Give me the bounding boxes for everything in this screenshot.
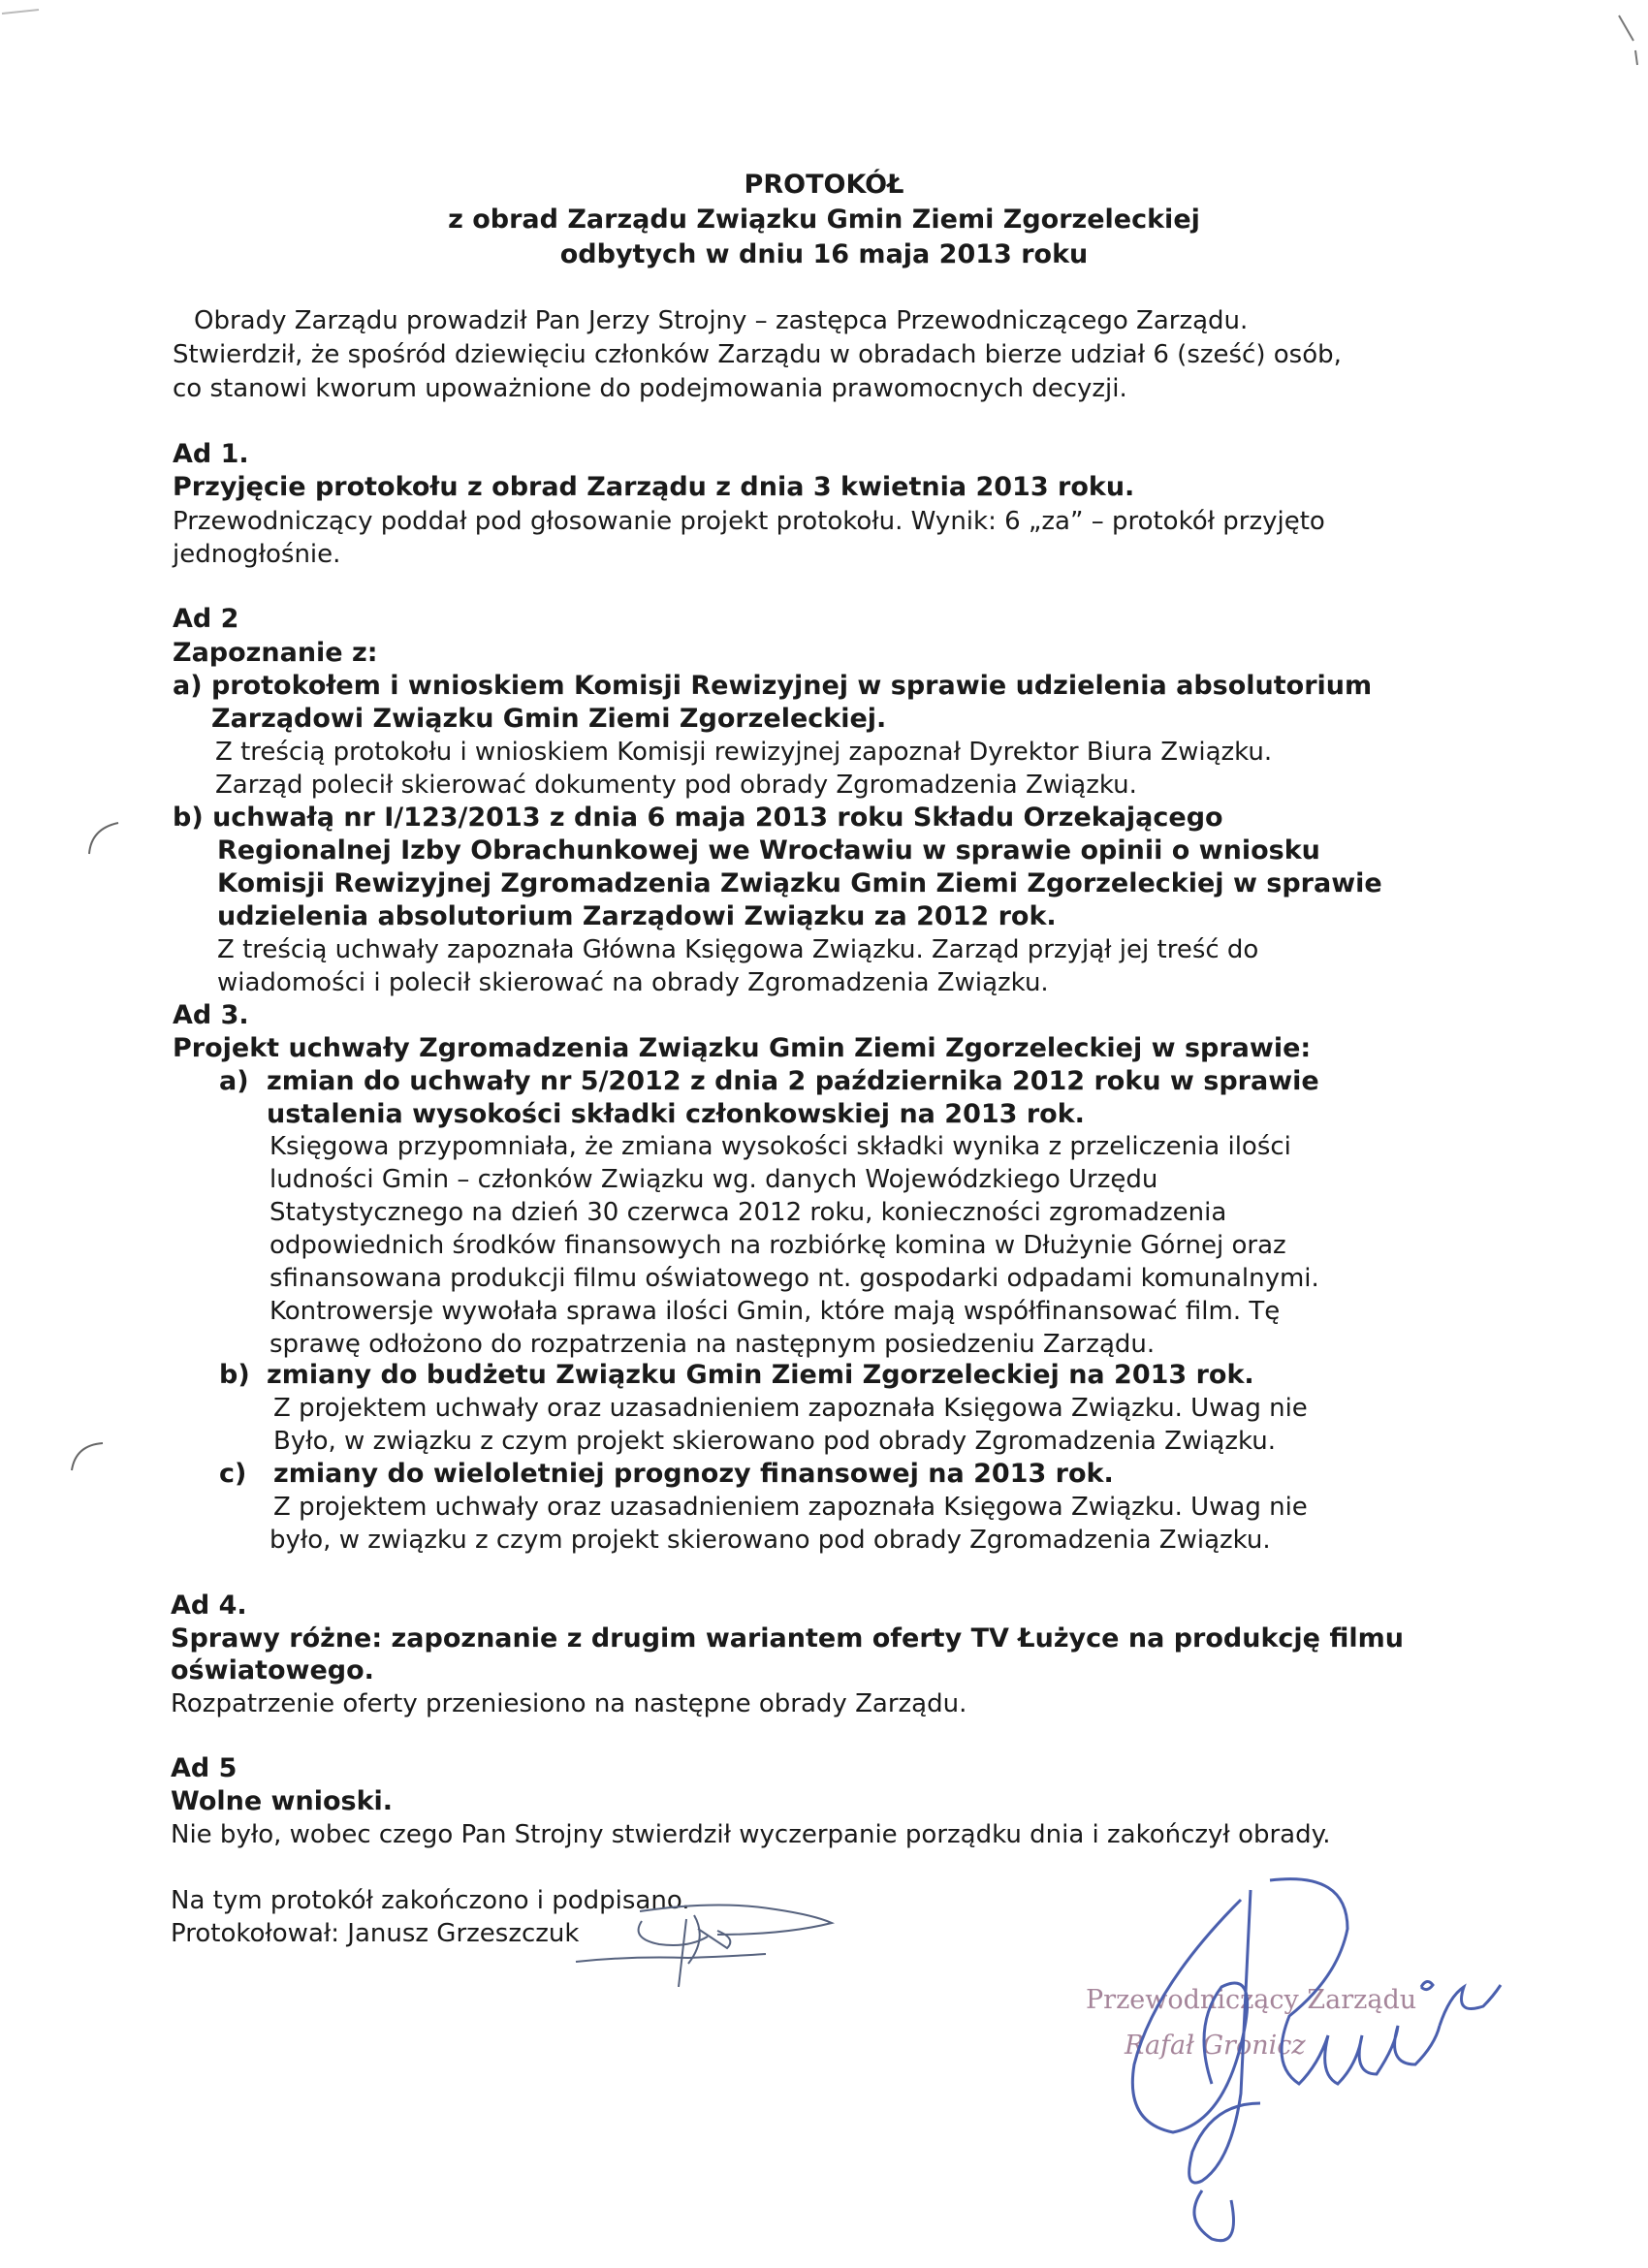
recorder-signature bbox=[572, 1880, 843, 1987]
chairman-stamp-title: Przewodniczący Zarządu bbox=[1086, 1985, 1417, 2015]
ad3-item-b-title: zmiany do budżetu Związku Gmin Ziemi Zgorzeleckiej na 2013 rok. bbox=[267, 1360, 1254, 1390]
ad2-item-a-text: Z treścią protokołu i wnioskiem Komisji rewizyjnej zapoznał Dyrektor Biura Związku. bbox=[215, 738, 1273, 767]
ad2-item-a-text: Zarząd polecił skierować dokumenty pod obrady Zgromadzenia Związku. bbox=[215, 771, 1137, 800]
ad2-heading: Ad 2 bbox=[173, 604, 239, 634]
ad3-item-a-text: Kontrowersje wywołała sprawa ilości Gmin, które mają współfinansować film. Tę bbox=[269, 1297, 1281, 1326]
ad5-heading: Ad 5 bbox=[171, 1753, 238, 1783]
closing-line: Na tym protokół zakończono i podpisano. bbox=[171, 1886, 690, 1915]
ad3-item-a-text: odpowiednich środków finansowych na rozbiórkę komina w Dłużynie Górnej oraz bbox=[269, 1231, 1286, 1260]
ad3-item-b-text: Z projektem uchwały oraz uzasadnieniem zapoznała Księgowa Związku. Uwag nie bbox=[273, 1394, 1308, 1423]
ad3-item-a-text: Księgowa przypomniała, że zmiana wysokości składki wynika z przeliczenia ilości bbox=[269, 1132, 1291, 1161]
ad3-item-a-text: sfinansowana produkcji filmu oświatowego nt. gospodarki odpadami komunalnymi. bbox=[269, 1264, 1319, 1293]
ad2-item-b-title: Regionalnej Izby Obrachunkowej we Wrocławiu w sprawie opinii o wniosku bbox=[217, 835, 1320, 866]
ad3-item-b-marker: b) bbox=[219, 1360, 250, 1390]
ad5-text: Nie było, wobec czego Pan Strojny stwierdził wyczerpanie porządku dnia i zakończył obrady. bbox=[171, 1820, 1331, 1849]
ad2-item-b-title: b) uchwałą nr I/123/2013 z dnia 6 maja 2013 roku Składu Orzekającego bbox=[173, 803, 1223, 833]
punch-hole-mark-bottom bbox=[68, 1437, 107, 1476]
ad2-item-a-title: a) protokołem i wnioskiem Komisji Rewizyjnej w sprawie udzielenia absolutorium bbox=[173, 671, 1373, 701]
ad5-title: Wolne wnioski. bbox=[171, 1786, 394, 1816]
ad3-item-a-marker: a) bbox=[219, 1066, 249, 1096]
document-subtitle: z obrad Zarządu Związku Gmin Ziemi Zgorzeleckiej bbox=[448, 205, 1200, 235]
punch-hole-mark-top bbox=[85, 819, 124, 858]
ad3-item-a-text: ludności Gmin – członków Związku wg. danych Wojewódzkiego Urzędu bbox=[269, 1165, 1158, 1194]
ad3-item-a-text: sprawę odłożono do rozpatrzenia na następnym posiedzeniu Zarządu. bbox=[269, 1330, 1156, 1359]
ad3-item-b-text: Było, w związku z czym projekt skierowano pod obrady Zgromadzenia Związku. bbox=[273, 1427, 1276, 1456]
ad3-item-a-title: zmian do uchwały nr 5/2012 z dnia 2 października 2012 roku w sprawie bbox=[267, 1066, 1319, 1096]
recorder-line: Protokołował: Janusz Grzeszczuk bbox=[171, 1919, 580, 1948]
ad2-item-b-text: wiadomości i polecił skierować na obrady Zgromadzenia Związku. bbox=[217, 968, 1049, 997]
ad3-item-c-title: zmiany do wieloletniej prognozy finansowej na 2013 rok. bbox=[273, 1459, 1114, 1489]
ad4-title: oświatowego. bbox=[171, 1655, 374, 1685]
ad1-text: jednogłośnie. bbox=[173, 540, 341, 569]
ad3-title: Projekt uchwały Zgromadzenia Związku Gmin Ziemi Zgorzeleckiej w sprawie: bbox=[173, 1033, 1312, 1063]
ad3-item-c-marker: c) bbox=[219, 1459, 247, 1489]
scan-edge-mark bbox=[1614, 12, 1643, 70]
ad2-item-a-title: Zarządowi Związku Gmin Ziemi Zgorzeleckiej. bbox=[211, 704, 887, 734]
ad2-item-b-title: Komisji Rewizyjnej Zgromadzenia Związku Gmin Ziemi Zgorzeleckiej w sprawie bbox=[217, 868, 1382, 898]
ad4-heading: Ad 4. bbox=[171, 1591, 247, 1621]
ad3-item-c-text: Z projektem uchwały oraz uzasadnieniem zapoznała Księgowa Związku. Uwag nie bbox=[273, 1493, 1308, 1522]
ad3-item-a-text: Statystycznego na dzień 30 czerwca 2012 roku, konieczności zgromadzenia bbox=[269, 1198, 1227, 1227]
intro-line: Obrady Zarządu prowadził Pan Jerzy Strojny – zastępca Przewodniczącego Zarządu. bbox=[194, 306, 1249, 335]
intro-line: co stanowi kworum upoważnione do podejmowania prawomocnych decyzji. bbox=[173, 374, 1127, 403]
ad3-item-c-text: było, w związku z czym projekt skierowano pod obrady Zgromadzenia Związku. bbox=[269, 1526, 1271, 1555]
ad1-heading: Ad 1. bbox=[173, 439, 249, 469]
ad3-heading: Ad 3. bbox=[173, 1000, 249, 1030]
ad1-title: Przyjęcie protokołu z obrad Zarządu z dnia 3 kwietnia 2013 roku. bbox=[173, 472, 1135, 502]
ad2-item-b-text: Z treścią uchwały zapoznała Główna Księgowa Związku. Zarząd przyjął jej treść do bbox=[217, 935, 1259, 964]
scan-corner-mark bbox=[0, 0, 58, 29]
ad2-item-b-title: udzielenia absolutorium Zarządowi Związku za 2012 rok. bbox=[217, 901, 1057, 931]
ad4-text: Rozpatrzenie oferty przeniesiono na następne obrady Zarządu. bbox=[171, 1689, 967, 1718]
document-date-line: odbytych w dniu 16 maja 2013 roku bbox=[559, 239, 1089, 269]
document-title: PROTOKÓŁ bbox=[744, 170, 904, 200]
ad4-title: Sprawy różne: zapoznanie z drugim wariantem oferty TV Łużyce na produkcję filmu bbox=[171, 1623, 1405, 1654]
intro-line: Stwierdził, że spośród dziewięciu członków Zarządu w obradach bierze udział 6 (sześć) osób, bbox=[173, 340, 1342, 369]
ad1-text: Przewodniczący poddał pod głosowanie projekt protokołu. Wynik: 6 „za” – protokół przyjęto bbox=[173, 507, 1325, 536]
ad3-item-a-title: ustalenia wysokości składki członkowskiej na 2013 rok. bbox=[267, 1099, 1085, 1129]
ad2-title: Zapoznanie z: bbox=[173, 638, 378, 668]
chairman-signature bbox=[1095, 1871, 1503, 2258]
chairman-stamp-name: Rafał Gronicz bbox=[1125, 2031, 1306, 2061]
